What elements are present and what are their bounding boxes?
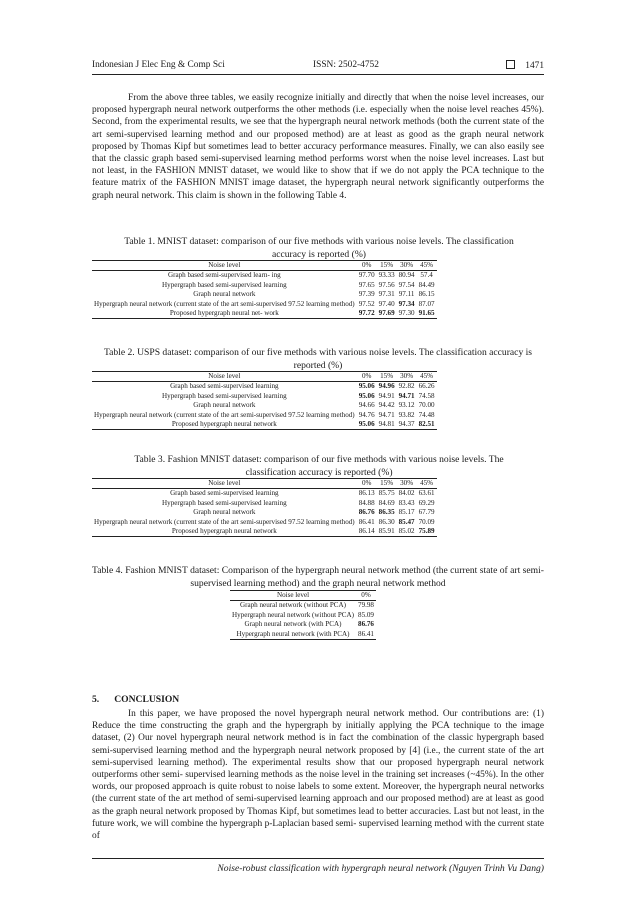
accuracy-cell: 85.09 bbox=[358, 610, 374, 619]
table-row bbox=[92, 508, 437, 517]
column-header: 45% bbox=[417, 261, 437, 271]
accuracy-cell: 57.4 bbox=[420, 271, 433, 280]
table-row bbox=[92, 499, 437, 508]
table2-caption: Table 2. USPS dataset: comparison of our five methods with various noise levels. The classification accuracy is reported (%) bbox=[103, 347, 533, 371]
accuracy-cell: 82.51 bbox=[418, 420, 435, 429]
table1 bbox=[92, 260, 437, 319]
column-header: 0% bbox=[357, 479, 377, 489]
table-row bbox=[92, 290, 437, 299]
accuracy-cell: 95.06 bbox=[358, 391, 375, 400]
column-header: 15% bbox=[377, 372, 397, 382]
accuracy-cell: 85.75 bbox=[378, 489, 395, 498]
journal-name: Indonesian J Elec Eng & Comp Sci bbox=[92, 60, 225, 70]
method-name-cell: Hypergraph neural network (current state of the art semi-supervised 97.52 learning method) bbox=[94, 517, 355, 526]
accuracy-cell: 83.43 bbox=[398, 498, 415, 507]
accuracy-cell: 95.06 bbox=[358, 382, 375, 391]
method-name-cell: Graph based semi-supervised learning bbox=[170, 489, 279, 498]
method-name-cell: Hypergraph neural network (current state of the art semi-supervised 97.52 learning method) bbox=[94, 410, 355, 419]
accuracy-cell: 97.31 bbox=[378, 290, 395, 299]
accuracy-cell: 86.76 bbox=[358, 508, 375, 517]
accuracy-cell: 70.09 bbox=[418, 517, 435, 526]
accuracy-cell: 84.02 bbox=[398, 489, 415, 498]
table-row bbox=[230, 620, 376, 629]
accuracy-cell: 94.91 bbox=[378, 391, 395, 400]
accuracy-cell: 97.11 bbox=[398, 290, 415, 299]
accuracy-cell: 94.37 bbox=[398, 420, 415, 429]
accuracy-cell: 63.61 bbox=[418, 489, 435, 498]
method-name-cell: Proposed hypergraph neural network bbox=[92, 527, 357, 537]
table-row bbox=[92, 271, 437, 281]
method-name-cell: Hypergraph based semi-supervised learning bbox=[162, 498, 287, 507]
table4 bbox=[230, 590, 376, 640]
section-title: CONCLUSION bbox=[114, 694, 180, 705]
accuracy-cell: 97.56 bbox=[378, 280, 395, 289]
accuracy-cell: 97.54 bbox=[398, 280, 415, 289]
table-row bbox=[92, 420, 437, 430]
issn: ISSN: 2502-4752 bbox=[313, 60, 379, 70]
table-row bbox=[92, 401, 437, 410]
accuracy-cell: 97.30 bbox=[398, 309, 415, 318]
page-number-group bbox=[506, 60, 544, 71]
method-name-cell: Hypergraph based semi-supervised learning bbox=[162, 391, 287, 400]
column-header: Noise level bbox=[92, 261, 357, 271]
column-header: 30% bbox=[397, 479, 417, 489]
accuracy-cell: 93.12 bbox=[398, 401, 415, 410]
method-name-cell: Graph neural network bbox=[193, 508, 256, 517]
accuracy-cell: 84.69 bbox=[378, 498, 395, 507]
method-name-cell: Graph neural network (with PCA) bbox=[244, 620, 342, 629]
column-header: Noise level bbox=[92, 372, 357, 382]
section-heading bbox=[92, 694, 179, 705]
method-name-cell: Hypergraph based semi-supervised learning bbox=[162, 280, 287, 289]
accuracy-cell: 92.82 bbox=[398, 382, 415, 391]
accuracy-cell: 85.17 bbox=[398, 508, 415, 517]
table3-header-row bbox=[92, 479, 437, 489]
accuracy-cell: 86.41 bbox=[358, 629, 374, 638]
column-header: Noise level bbox=[92, 479, 357, 489]
accuracy-cell: 70.00 bbox=[418, 401, 435, 410]
column-header: 0% bbox=[356, 591, 376, 601]
table3-caption: Table 3. Fashion MNIST dataset: comparison of our five methods with various noise levels. The classification accuracy is reported (%) bbox=[134, 454, 504, 478]
column-header: 45% bbox=[417, 479, 437, 489]
table-row bbox=[92, 309, 437, 319]
accuracy-cell: 80.94 bbox=[398, 271, 415, 280]
accuracy-cell: 94.71 bbox=[378, 410, 395, 419]
accuracy-cell: 86.35 bbox=[378, 508, 395, 517]
table-row bbox=[230, 601, 376, 611]
method-name-cell: Proposed hypergraph neural net- work bbox=[92, 309, 357, 319]
method-name-cell: Graph based semi-supervised learning bbox=[170, 382, 279, 391]
table-row bbox=[92, 489, 437, 499]
table2 bbox=[92, 371, 437, 430]
table1-caption: Table 1. MNIST dataset: comparison of our five methods with various noise levels. The classification accuracy is reported (%) bbox=[124, 236, 514, 260]
accuracy-cell: 97.70 bbox=[358, 271, 375, 280]
accuracy-cell: 86.15 bbox=[418, 290, 435, 299]
running-footer: Noise-robust classification with hypergraph neural network (Nguyen Trinh Vu Dang) bbox=[92, 858, 544, 874]
accuracy-cell: 85.47 bbox=[398, 517, 415, 526]
column-header: Noise level bbox=[230, 591, 356, 601]
method-name-cell: Graph neural network bbox=[193, 290, 256, 299]
intro-paragraph: From the above three tables, we easily recognize initially and directly that when the noise level increases, our proposed hypergraph neural network outperforms the other methods (i.e. especially when the noise level reaches 45%). Second, from the experimental results, we see that the hypergraph neural network methods (both the current state of the art semi-supervised learning method and our proposed method) are at least as good as the graph neural network proposed by Thomas Kipf but sometimes lead to better accuracy performance measures. Finally, we can also easily see that the classic graph based semi-supervised learning method performs worst when the noise level increases. Last but not least, in the FASHION MNIST dataset, we would like to show that if we do not apply the PCA technique to the feature matrix of the FASHION MNIST image dataset, the hypergraph neural network significantly outperforms the graph neural network. This claim is shown in the following Table 4. bbox=[92, 93, 544, 201]
table-row bbox=[92, 527, 437, 537]
conclusion-paragraph: In this paper, we have proposed the novel hypergraph neural network method. Our contributions are: (1) Reduce the time constructing the graph and the hypergraph by initially applying the PCA technique to the image dataset, (2) Our novel hypergraph neural network method is in fact the combination of the classic hypergraph based semi-supervised learning method and the hypergraph neural network proposed by [4] (i.e., the current state of the art semi-supervised learning method). The experimental results show that our proposed hypergraph neural network outperforms other semi- supervised learning methods as the noise level in the training set increases (~45%). In the other words, our proposed approach is quite robust to noise labels to some extent. Moreover, the hypergraph neural networks (the current state of the art method of semi-supervised learning approach and our proposed method) are at least as good as the graph neural network proposed by Thomas Kipf, but sometimes lead to better accuracies. Last but not least, in the future work, we will combine the hypergraph p-Laplacian based semi- supervised learning method with the current state of bbox=[92, 709, 544, 842]
table2-header-row bbox=[92, 372, 437, 382]
accuracy-cell: 94.42 bbox=[378, 401, 395, 410]
table-row bbox=[92, 300, 437, 309]
table-row bbox=[230, 630, 376, 640]
table4-caption: Table 4. Fashion MNIST dataset: Comparison of the hypergraph neural network method (the current state of art semi-supervised learning method) and the graph neural network method bbox=[92, 565, 544, 589]
accuracy-cell: 86.13 bbox=[358, 489, 375, 498]
table-row bbox=[230, 611, 376, 620]
accuracy-cell: 97.40 bbox=[378, 299, 395, 308]
method-name-cell: Hypergraph neural network (without PCA) bbox=[232, 610, 355, 619]
accuracy-cell: 86.30 bbox=[378, 517, 395, 526]
accuracy-cell: 84.49 bbox=[418, 280, 435, 289]
table-row bbox=[92, 518, 437, 527]
column-header: 15% bbox=[377, 479, 397, 489]
table-row bbox=[92, 382, 437, 392]
accuracy-cell: 97.72 bbox=[358, 309, 375, 318]
accuracy-cell: 94.96 bbox=[378, 382, 395, 391]
accuracy-cell: 94.71 bbox=[398, 391, 415, 400]
accuracy-cell: 95.06 bbox=[358, 420, 375, 429]
column-header: 30% bbox=[397, 372, 417, 382]
method-name-cell: Graph neural network bbox=[193, 401, 256, 410]
column-header: 30% bbox=[397, 261, 417, 271]
column-header: 0% bbox=[357, 372, 377, 382]
accuracy-cell: 86.14 bbox=[358, 527, 375, 536]
accuracy-cell: 86.76 bbox=[358, 620, 374, 629]
method-name-cell: Hypergraph neural network (with PCA) bbox=[230, 630, 356, 640]
method-name-cell: Graph based semi-supervised learn- ing bbox=[168, 271, 281, 280]
accuracy-cell: 74.48 bbox=[418, 410, 435, 419]
accuracy-cell: 84.88 bbox=[358, 498, 375, 507]
accuracy-cell: 87.07 bbox=[418, 299, 435, 308]
page-number: 1471 bbox=[525, 61, 544, 71]
accuracy-cell: 85.91 bbox=[378, 527, 395, 536]
running-header bbox=[92, 60, 544, 75]
column-header: 0% bbox=[357, 261, 377, 271]
accuracy-cell: 97.39 bbox=[358, 290, 375, 299]
method-name-cell: Proposed hypergraph neural network bbox=[92, 420, 357, 430]
accuracy-cell: 94.76 bbox=[358, 410, 375, 419]
checkbox-square-icon bbox=[506, 60, 515, 69]
table-row bbox=[92, 281, 437, 290]
accuracy-cell: 67.79 bbox=[418, 508, 435, 517]
table1-header-row bbox=[92, 261, 437, 271]
accuracy-cell: 86.41 bbox=[358, 517, 375, 526]
accuracy-cell: 97.69 bbox=[378, 309, 395, 318]
method-name-cell: Hypergraph neural network (current state of the art semi-supervised 97.52 learning method) bbox=[94, 299, 355, 308]
column-header: 15% bbox=[377, 261, 397, 271]
accuracy-cell: 85.02 bbox=[398, 527, 415, 536]
accuracy-cell: 94.66 bbox=[358, 401, 375, 410]
table3 bbox=[92, 478, 437, 537]
accuracy-cell: 74.58 bbox=[418, 391, 435, 400]
accuracy-cell: 94.81 bbox=[378, 420, 395, 429]
method-name-cell: Graph neural network (without PCA) bbox=[240, 601, 346, 610]
accuracy-cell: 66.26 bbox=[418, 382, 435, 391]
table-row bbox=[92, 392, 437, 401]
accuracy-cell: 93.33 bbox=[378, 271, 395, 280]
accuracy-cell: 75.89 bbox=[418, 527, 435, 536]
accuracy-cell: 97.34 bbox=[398, 299, 415, 308]
accuracy-cell: 79.98 bbox=[358, 601, 374, 610]
column-header: 45% bbox=[417, 372, 437, 382]
accuracy-cell: 69.29 bbox=[418, 498, 435, 507]
table4-header-row bbox=[230, 591, 376, 601]
accuracy-cell: 97.52 bbox=[358, 299, 375, 308]
accuracy-cell: 97.65 bbox=[358, 280, 375, 289]
accuracy-cell: 91.65 bbox=[418, 309, 435, 318]
table-row bbox=[92, 411, 437, 420]
section-number: 5. bbox=[92, 694, 100, 705]
accuracy-cell: 93.82 bbox=[398, 410, 415, 419]
